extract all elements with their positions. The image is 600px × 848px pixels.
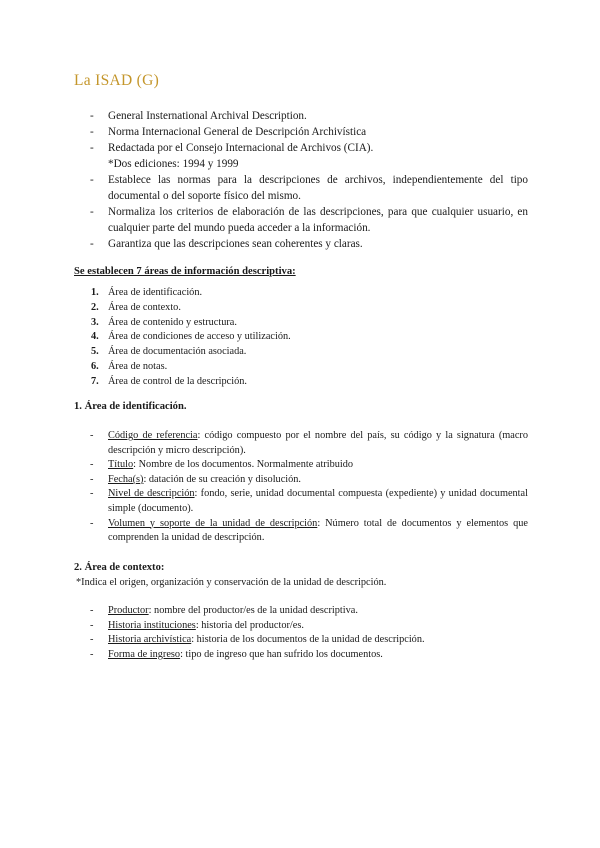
dash-bullet: - — [90, 488, 94, 500]
list-item — [90, 140, 528, 172]
list-item — [90, 429, 528, 458]
intro-list — [90, 108, 528, 252]
term: Historia archivística — [108, 634, 192, 646]
list-item-text: General Insternational Archival Description. — [108, 110, 307, 122]
term-description: : fondo, serie, unidad documental compuesta (expediente) y unidad documental simple (documento). — [108, 488, 528, 514]
areas-list — [91, 286, 291, 390]
area-item: 3. Área de contenido y estructura. — [91, 316, 237, 328]
dash-bullet: - — [90, 238, 94, 250]
term-description: : Número total de documentos y elementos que comprenden la unidad de descripción. — [108, 517, 528, 544]
area-item: 2. Área de contexto. — [91, 301, 181, 313]
term: Título — [108, 459, 134, 471]
term: Productor — [108, 605, 149, 616]
dash-bullet: - — [90, 517, 94, 529]
term-description: : tipo de ingreso que han sufrido los documentos. — [180, 648, 383, 660]
editions-note: *Dos ediciones: 1994 y 1999 — [108, 158, 239, 170]
list-item — [90, 458, 528, 473]
list-item-text: Normaliza los criterios de elaboración de las descripciones, para que cualquier usuario, en cualquier parte del mundo pueda acceder a la información. — [108, 206, 528, 234]
dash-bullet: - — [90, 126, 94, 138]
page-title: La ISAD (G) — [74, 72, 160, 89]
list-item — [90, 204, 528, 236]
list-item — [90, 108, 528, 124]
list-item — [90, 172, 528, 204]
term-description: : nombre del productor/es de la unidad descriptiva. — [148, 605, 358, 616]
area-item: 6. Área de notas. — [91, 360, 168, 372]
area-item: 5. Área de documentación asociada. — [91, 346, 247, 358]
dash-bullet: - — [90, 648, 94, 660]
term-description: : historia del productor/es. — [195, 619, 304, 631]
identification-heading: 1. Área de identificación. — [74, 401, 187, 412]
area-item: 1. Área de identificación. — [91, 287, 203, 298]
list-item-text: Norma Internacional General de Descripción Archivística — [108, 126, 367, 138]
list-item — [90, 604, 528, 619]
context-list — [90, 604, 528, 662]
term: Forma de ingreso — [108, 648, 181, 660]
dash-bullet: - — [90, 619, 94, 631]
term-description: : Nombre de los documentos. Normalmente atribuido — [133, 459, 354, 471]
dash-bullet: - — [90, 605, 94, 616]
term-description: : datación de su creación y disolución. — [143, 473, 302, 485]
list-item — [90, 473, 528, 488]
dash-bullet: - — [90, 110, 94, 122]
areas-heading: Se establecen 7 áreas de información descriptiva: — [74, 266, 296, 277]
term: Fecha(s) — [108, 473, 144, 485]
dash-bullet: - — [90, 430, 94, 441]
dash-bullet: - — [90, 174, 94, 186]
list-item — [90, 633, 528, 648]
dash-bullet: - — [90, 142, 94, 154]
context-note: *Indica el origen, organización y conservación de la unidad de descripción. — [76, 577, 387, 588]
dash-bullet: - — [90, 634, 94, 646]
identification-list — [90, 429, 528, 546]
area-item: 7. Área de control de la descripción. — [91, 375, 247, 387]
list-item-text: Establece las normas para la descripciones de archivos, independientemente del tipo documental o del soporte físico del mismo. — [108, 174, 528, 202]
list-item-text: Redactada por el Consejo Internacional de Archivos (CIA). — [108, 142, 374, 154]
term: Código de referencia — [108, 430, 198, 441]
list-item — [90, 619, 528, 634]
list-item — [90, 517, 528, 546]
list-item — [90, 487, 528, 516]
list-item — [90, 648, 528, 663]
list-item-text: Garantiza que las descripciones sean coherentes y claras. — [108, 238, 363, 250]
dash-bullet: - — [90, 473, 94, 485]
dash-bullet: - — [90, 206, 94, 218]
dash-bullet: - — [90, 459, 94, 471]
area-item: 4. Área de condiciones de acceso y utilización. — [91, 331, 291, 343]
list-item — [90, 124, 528, 140]
list-item — [90, 236, 528, 252]
term: Volumen y soporte de la unidad de descripción — [108, 517, 318, 529]
term: Historia instituciones — [108, 619, 196, 631]
context-heading: 2. Área de contexto: — [74, 562, 165, 573]
term-description: : código compuesto por el nombre del país, su código y la signatura (macro descripción y micro descripción). — [108, 430, 528, 456]
term: Nivel de descripción — [108, 488, 195, 500]
term-description: : historia de los documentos de la unidad de descripción. — [191, 634, 425, 646]
